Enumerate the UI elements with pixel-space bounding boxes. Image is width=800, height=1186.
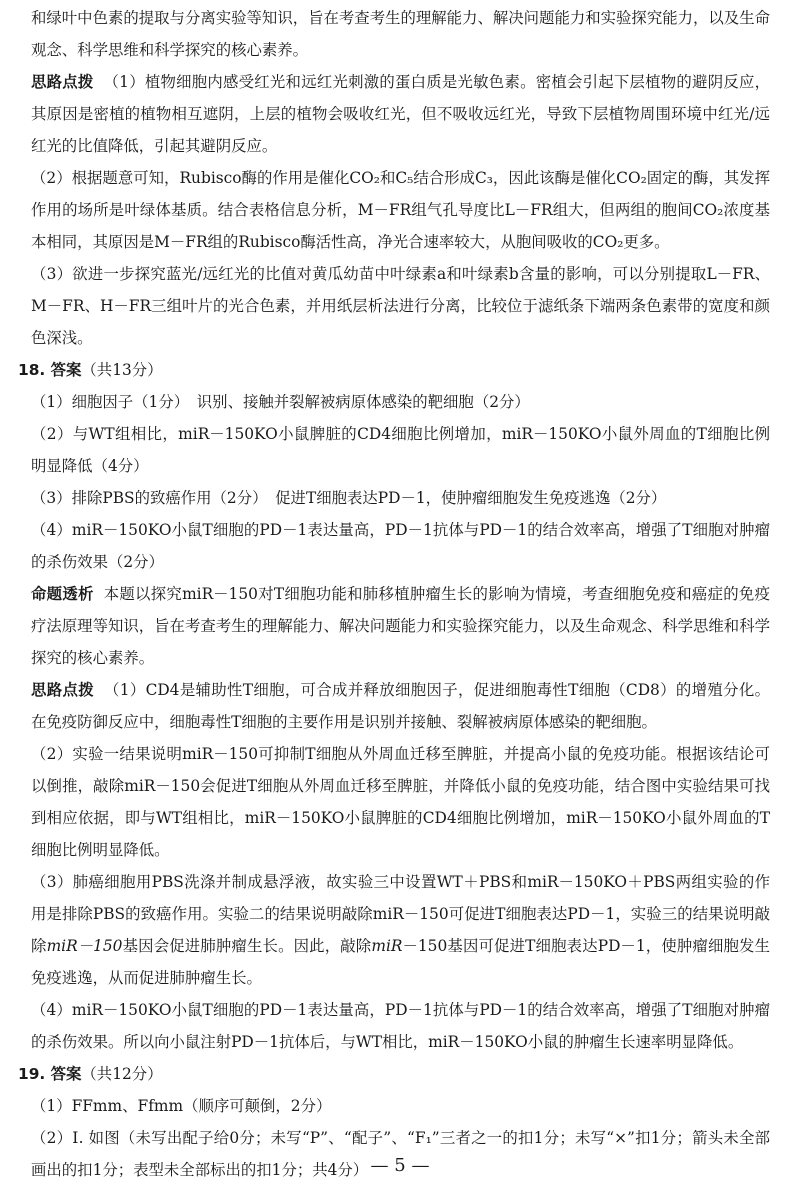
gene-name: miR－150 <box>46 937 123 955</box>
analysis-label: 思路点拨 <box>31 681 94 699</box>
q19-points: （共12分） <box>81 1065 163 1083</box>
q19-heading <box>18 1058 770 1090</box>
q18-analysis-4: （4）miR－150KO小鼠T细胞的PD－1表达量高，PD－1抗体与PD－1的结合效率高，增强了T细胞对肿瘤的杀伤效果。所以向小鼠注射PD－1抗体后，与WT相比，miR－150KO小鼠的肿瘤生长速率明显降低。 <box>31 1001 770 1051</box>
q17-intro: 和绿叶中色素的提取与分离实验等知识，旨在考查考生的理解能力、解决问题能力和实验探究能力，以及生命观念、科学思维和科学探究的核心素养。 <box>31 9 770 59</box>
q18-analysis-3-post: －150基因可促进T细胞表达PD－1，使肿瘤细胞发生免疫逃逸，从而促进肺肿瘤生长。 <box>31 937 770 987</box>
q18-answer-2: （2）与WT组相比，miR－150KO小鼠脾脏的CD4细胞比例增加，miR－150KO小鼠外周血的T细胞比例明显降低（4分） <box>31 425 770 475</box>
q18-analysis-3-mid: 基因会促进肺肿瘤生长。因此，敲除 <box>122 937 372 955</box>
gene-name: miR <box>371 937 403 955</box>
q18-analysis-3-pre: （3）肺癌细胞用PBS洗涤并制成悬浮液，故实验三中设置WT＋PBS和miR－150KO＋PBS两组实验的作用是排除PBS的致癌作用。实验二的结果说明敲除miR－150可促进T细胞表达PD－1，实验三的结果说明敲除 <box>31 873 770 955</box>
insight-label: 命题透析 <box>31 585 94 603</box>
q17-analysis-p1-text: （1）植物细胞内感受红光和远红光刺激的蛋白质是光敏色素。密植会引起下层植物的避阴反应，其原因是密植的植物相互遮阴，上层的植物会吸收红光，但不吸收远红光，导致下层植物周围环境中红光/远红光的比值降低，引起其避阴反应。 <box>31 73 770 155</box>
q17-analysis-p3: （3）欲进一步探究蓝光/远红光的比值对黄瓜幼苗中叶绿素a和叶绿素b含量的影响，可以分别提取L－FR、M－FR、H－FR三组叶片的光合色素，并用纸层析法进行分离，比较位于滤纸条下端两条色素带的宽度和颜色深浅。 <box>31 265 770 347</box>
q19-heading-label: 19. 答案 <box>18 1065 82 1083</box>
q18-answer-1: （1）细胞因子（1分） 识别、接触并裂解被病原体感染的靶细胞（2分） <box>31 393 530 411</box>
q18-heading <box>18 354 770 386</box>
q18-insight-text: 本题以探究miR－150对T细胞功能和肺移植肿瘤生长的影响为情境，考查细胞免疫和癌症的免疫疗法原理等知识，旨在考查考生的理解能力、解决问题能力和实验探究能力，以及生命观念、科学思维和科学探究的核心素养。 <box>31 585 770 667</box>
q17-analysis-p2: （2）根据题意可知，Rubisco酶的作用是催化CO₂和C₅结合形成C₃，因此该酶是催化CO₂固定的酶，其发挥作用的场所是叶绿体基质。结合表格信息分析，M－FR组气孔导度比L－FR组大，但两组的胞间CO₂浓度基本相同，其原因是M－FR组的Rubisco酶活性高，净光合速率较大，从胞间吸收的CO₂更多。 <box>31 169 770 251</box>
q18-answer-4: （4）miR－150KO小鼠T细胞的PD－1表达量高，PD－1抗体与PD－1的结合效率高，增强了T细胞对肿瘤的杀伤效果（2分） <box>31 521 770 571</box>
q19-answer-1: （1）FFmm、Ffmm（顺序可颠倒，2分） <box>31 1097 332 1115</box>
page-number: — 5 — <box>370 1155 430 1176</box>
analysis-label: 思路点拨 <box>31 73 94 91</box>
q18-analysis-1-text: （1）CD4是辅助性T细胞，可合成并释放细胞因子，促进细胞毒性T细胞（CD8）的增殖分化。在免疫防御反应中，细胞毒性T细胞的主要作用是识别并接触、裂解被病原体感染的靶细胞。 <box>31 681 770 731</box>
q18-analysis-3 <box>31 866 770 994</box>
q17-analysis-p1 <box>31 66 770 162</box>
q18-analysis-2: （2）实验一结果说明miR－150可抑制T细胞从外周血迁移至脾脏，并提高小鼠的免疫功能。根据该结论可以倒推，敲除miR－150会促进T细胞从外周血迁移至脾脏，并降低小鼠的免疫功能，结合图中实验结果可找到相应依据，即与WT组相比，miR－150KO小鼠脾脏的CD4细胞比例增加，miR－150KO小鼠外周血的T细胞比例明显降低。 <box>31 745 770 859</box>
q18-answer-3: （3）排除PBS的致癌作用（2分） 促进T细胞表达PD－1，使肿瘤细胞发生免疫逃逸（2分） <box>31 489 667 507</box>
q18-insight <box>31 578 770 674</box>
q18-points: （共13分） <box>81 361 163 379</box>
q18-heading-label: 18. 答案 <box>18 361 82 379</box>
q19-answer-2: （2）Ⅰ. 如图（未写出配子给0分；未写“P”、“配子”、“F₁”三者之一的扣1分；未写“×”扣1分；箭头未全部画出的扣1分；表型未全部标出的扣1分；共4分） <box>31 1129 770 1179</box>
q18-analysis-1 <box>31 674 770 738</box>
